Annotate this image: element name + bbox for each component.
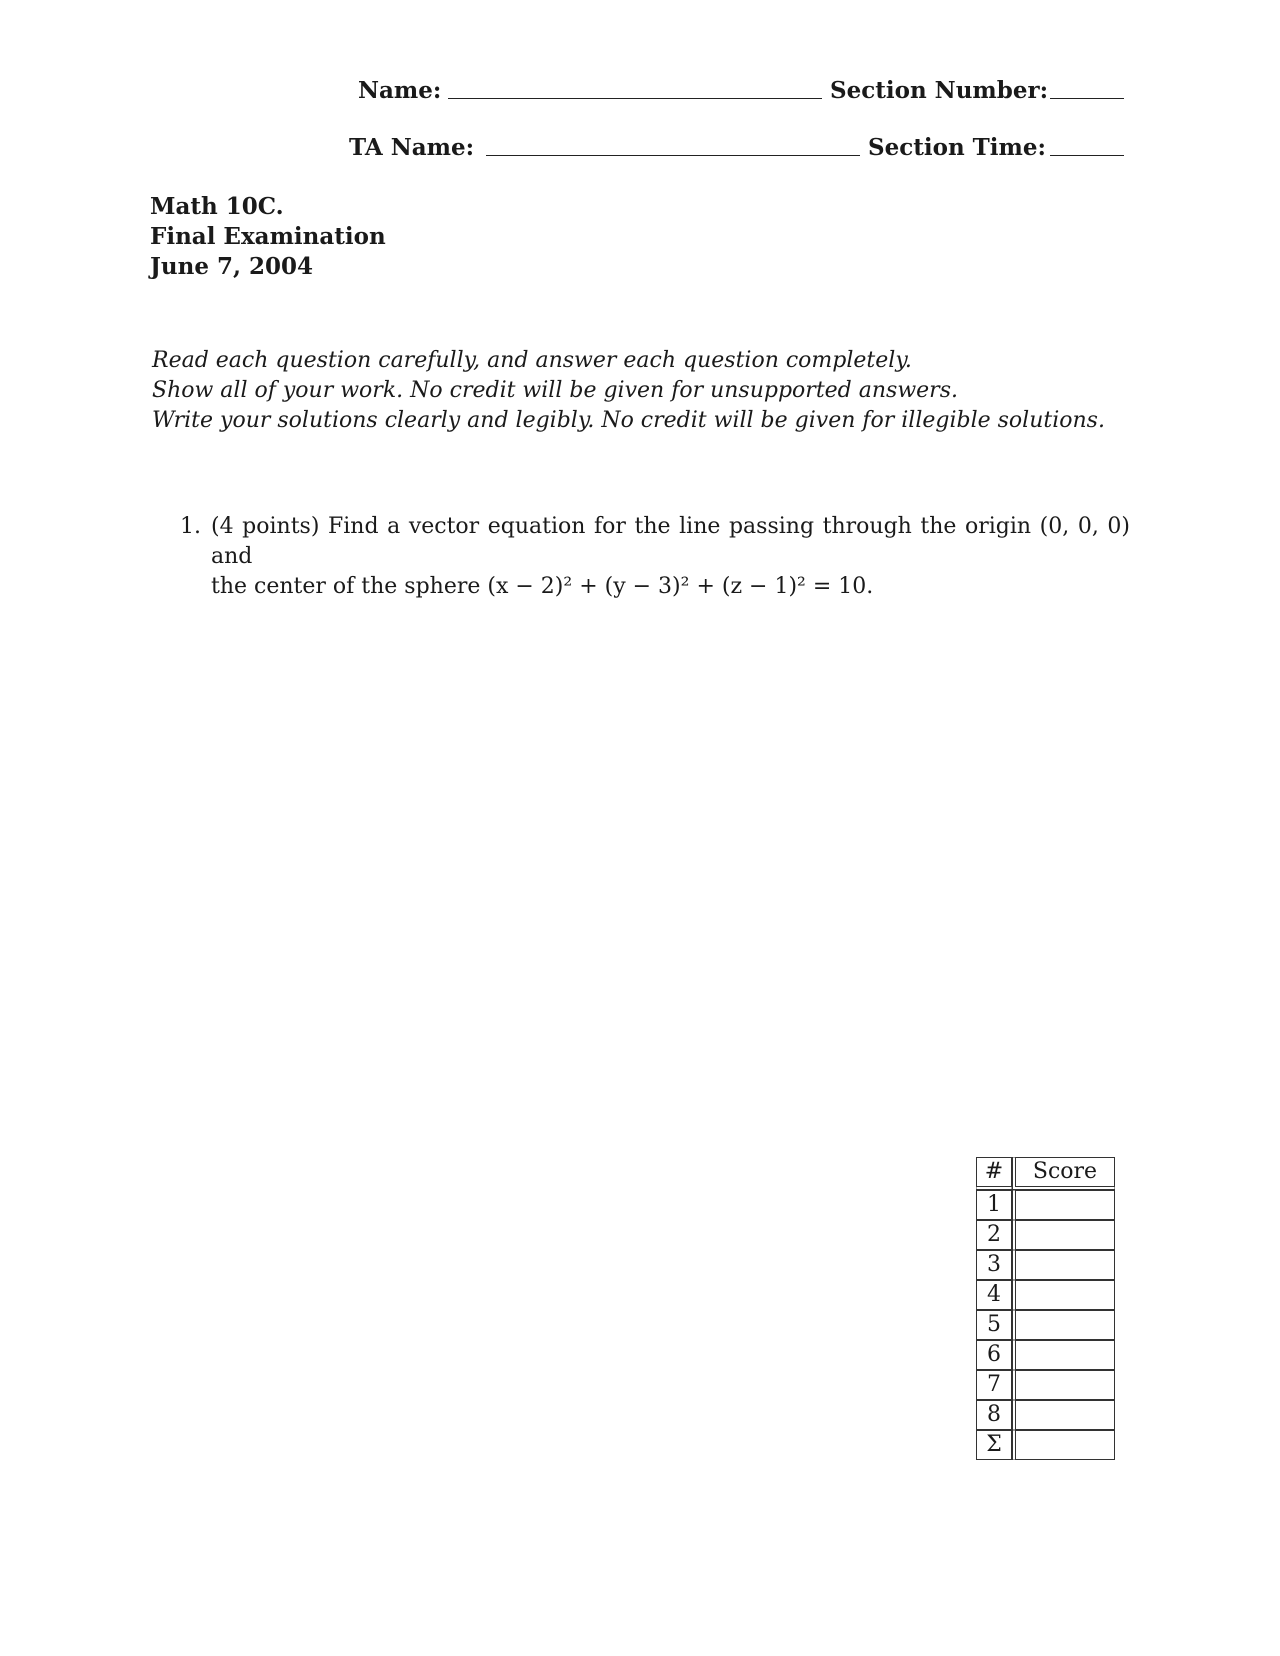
- score-table-header: [976, 1157, 1115, 1190]
- name-label: Name:: [358, 77, 442, 104]
- score-cell[interactable]: [1012, 1280, 1115, 1310]
- table-row: [976, 1430, 1115, 1460]
- score-cell[interactable]: [1012, 1220, 1115, 1250]
- row-number: 6: [976, 1340, 1012, 1370]
- header-number: #: [976, 1157, 1012, 1190]
- score-cell[interactable]: [1012, 1370, 1115, 1400]
- row-number: 1: [976, 1190, 1012, 1220]
- ta-name-label: TA Name:: [349, 134, 475, 161]
- row-number: 4: [976, 1280, 1012, 1310]
- score-table: [976, 1157, 1115, 1460]
- table-row: [976, 1310, 1115, 1340]
- table-row: [976, 1220, 1115, 1250]
- question-number: 1.: [180, 514, 201, 539]
- row-number: 3: [976, 1250, 1012, 1280]
- table-row: [976, 1400, 1115, 1430]
- score-cell[interactable]: [1012, 1400, 1115, 1430]
- score-cell[interactable]: [1012, 1250, 1115, 1280]
- question-line: the center of the sphere (x − 2)² + (y − 3)² + (z − 1)² = 10.: [211, 574, 874, 599]
- course-name: Math 10C.: [150, 193, 284, 220]
- instruction-line: Write your solutions clearly and legibly. No credit will be given for illegible solutions.: [152, 408, 1105, 433]
- score-cell[interactable]: [1012, 1310, 1115, 1340]
- section-number-label: Section Number:: [830, 77, 1049, 104]
- score-cell[interactable]: [1012, 1190, 1115, 1220]
- row-number: 8: [976, 1400, 1012, 1430]
- instruction-line: Show all of your work. No credit will be given for unsupported answers.: [152, 378, 958, 403]
- question-1: [180, 512, 1130, 602]
- exam-title: Final Examination: [150, 223, 386, 250]
- table-row: [976, 1190, 1115, 1220]
- header-score: Score: [1012, 1157, 1115, 1190]
- table-row: [976, 1250, 1115, 1280]
- table-row: [976, 1340, 1115, 1370]
- row-total-sigma: Σ: [976, 1430, 1012, 1460]
- score-cell[interactable]: [1012, 1340, 1115, 1370]
- row-number: 2: [976, 1220, 1012, 1250]
- exam-title-block: [150, 192, 386, 282]
- exam-date: June 7, 2004: [150, 253, 313, 280]
- name-blank[interactable]: [448, 98, 822, 99]
- section-time-blank[interactable]: [1050, 155, 1124, 156]
- table-row: [976, 1370, 1115, 1400]
- instructions: [152, 346, 1105, 436]
- ta-name-blank[interactable]: [486, 155, 860, 156]
- question-text: [211, 512, 1130, 602]
- table-row: [976, 1280, 1115, 1310]
- section-time-label: Section Time:: [868, 134, 1046, 161]
- row-number: 5: [976, 1310, 1012, 1340]
- section-number-blank[interactable]: [1050, 98, 1124, 99]
- instruction-line: Read each question carefully, and answer each question completely.: [152, 348, 912, 373]
- row-number: 7: [976, 1370, 1012, 1400]
- question-line: (4 points) Find a vector equation for the line passing through the origin (0, 0, 0) and: [211, 514, 1130, 569]
- total-score-cell[interactable]: [1012, 1430, 1115, 1460]
